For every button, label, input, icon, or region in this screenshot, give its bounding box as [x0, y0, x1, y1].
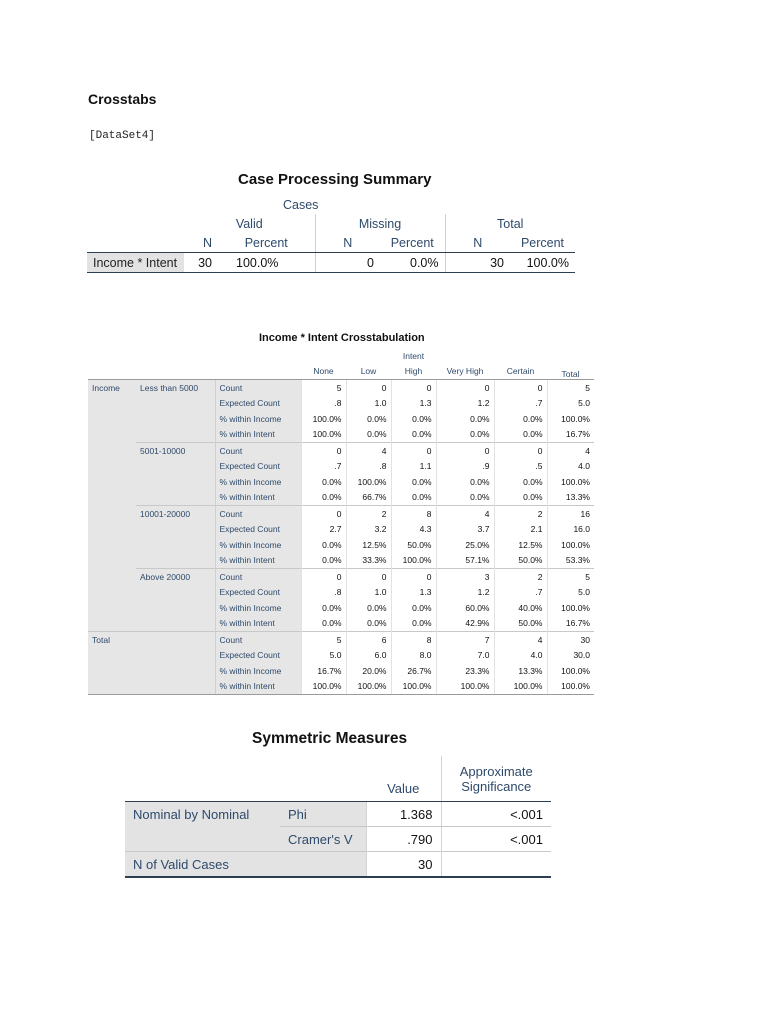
statistic-label: % within Intent [215, 490, 301, 506]
symmetric-measures-table [125, 756, 551, 878]
crosstab-cell: 60.0% [436, 600, 494, 616]
crosstab-cell: 5.0 [547, 396, 594, 412]
crosstab-cell: 0 [494, 380, 547, 396]
crosstab-cell: 100.0% [301, 411, 346, 427]
statistic-label: Count [215, 569, 301, 585]
group-header-total: Total [445, 214, 575, 233]
row-variable-label [88, 490, 136, 506]
crosstab-cell: 42.9% [436, 616, 494, 632]
row-variable-label [88, 474, 136, 490]
row-variable-label [88, 648, 136, 664]
statistic-label: % within Income [215, 474, 301, 490]
statistic-label: % within Income [215, 600, 301, 616]
crosstab-cell: 1.2 [436, 396, 494, 412]
row-variable-label [88, 396, 136, 412]
crosstab-cell: 12.5% [494, 537, 547, 553]
statistic-label: Expected Count [215, 396, 301, 412]
value-cramers-v: .790 [366, 827, 441, 852]
statistic-label: % within Income [215, 663, 301, 679]
crosstab-cell: 20.0% [346, 663, 391, 679]
crosstab-row [88, 537, 594, 553]
crosstab-cell: .8 [301, 585, 346, 601]
crosstab-cell: 3.2 [346, 522, 391, 538]
row-category-label [136, 490, 215, 506]
crosstab-cell: 33.3% [346, 553, 391, 569]
crosstab-title: Income * Intent Crosstabulation [259, 332, 425, 344]
crosstab-cell: 30.0 [547, 648, 594, 664]
cell-value: 30 [445, 253, 510, 273]
row-category-label [136, 585, 215, 601]
crosstab-cell: 4 [436, 506, 494, 522]
crosstab-cell: 0 [301, 569, 346, 585]
crosstab-cell: .7 [494, 585, 547, 601]
crosstab-cell: 0.0% [301, 600, 346, 616]
row-label: Income * Intent [87, 253, 184, 273]
case-processing-table [87, 195, 575, 273]
crosstab-cell: 4.0 [547, 459, 594, 475]
crosstab-cell: 100.0% [547, 537, 594, 553]
subheader: N [315, 233, 380, 253]
group-header-missing: Missing [315, 214, 445, 233]
crosstab-cell: 1.3 [391, 396, 436, 412]
row-category-label: 5001-10000 [136, 443, 215, 459]
statistic-label: % within Income [215, 411, 301, 427]
crosstab-cell: 0.0% [391, 411, 436, 427]
crosstab-cell: 0.0% [346, 616, 391, 632]
row-category-label [136, 396, 215, 412]
crosstab-row [88, 443, 594, 459]
crosstab-cell: 100.0% [547, 474, 594, 490]
crosstab-row [88, 474, 594, 490]
crosstab-row [88, 616, 594, 632]
crosstab-cell: 0.0% [391, 474, 436, 490]
crosstab-cell: 100.0% [301, 679, 346, 695]
symmetric-measures-title: Symmetric Measures [252, 730, 408, 747]
crosstab-row [88, 679, 594, 695]
case-processing-title: Case Processing Summary [238, 171, 432, 188]
crosstab-cell: 3.7 [436, 522, 494, 538]
crosstab-cell: .9 [436, 459, 494, 475]
col-header-sig-line2: Significance [461, 778, 532, 794]
crosstab-cell: 0.0% [494, 411, 547, 427]
row-variable-label [88, 443, 136, 459]
valid-cases-label: N of Valid Cases [125, 852, 366, 878]
row-variable-label [88, 616, 136, 632]
crosstab-cell: 100.0% [301, 427, 346, 443]
sig-cramers-v: <.001 [441, 827, 551, 852]
crosstab-cell: 16.7% [547, 616, 594, 632]
statistic-label: Count [215, 443, 301, 459]
crosstab-row [88, 632, 594, 648]
crosstab-row [88, 600, 594, 616]
crosstab-cell: 5 [301, 380, 346, 396]
crosstab-row [88, 411, 594, 427]
output-heading: Crosstabs [88, 91, 157, 107]
crosstab-cell: 100.0% [391, 553, 436, 569]
row-variable-label [88, 427, 136, 443]
cell-value: 100.0% [510, 253, 575, 273]
crosstab-cell: 0.0% [346, 411, 391, 427]
crosstab-cell: 5.0 [301, 648, 346, 664]
crosstab-cell: 0 [346, 569, 391, 585]
cell-value: 0 [315, 253, 380, 273]
crosstab-cell: 100.0% [547, 679, 594, 695]
crosstab-cell: 0.0% [301, 490, 346, 506]
sig-phi: <.001 [441, 802, 551, 827]
row-variable-label [88, 459, 136, 475]
crosstab-cell: 0 [436, 380, 494, 396]
crosstab-cell: 13.3% [547, 490, 594, 506]
row-variable-label [88, 663, 136, 679]
crosstab-cell: 100.0% [436, 679, 494, 695]
crosstab-cell: 2 [346, 506, 391, 522]
row-category-label: Above 20000 [136, 569, 215, 585]
crosstab-cell: .7 [301, 459, 346, 475]
crosstab-cell: 100.0% [346, 679, 391, 695]
crosstab-cell: 30 [547, 632, 594, 648]
crosstab-cell: 2 [494, 506, 547, 522]
crosstab-cell: 0.0% [391, 490, 436, 506]
crosstab-cell: 0.0% [301, 553, 346, 569]
crosstab-row [88, 380, 594, 396]
row-variable-label [88, 569, 136, 585]
crosstab-row [88, 522, 594, 538]
statistic-label: Expected Count [215, 648, 301, 664]
row-category-label [136, 427, 215, 443]
statistic-label: % within Intent [215, 553, 301, 569]
row-category-label [136, 600, 215, 616]
crosstab-row [88, 506, 594, 522]
cell-value: 100.0% [218, 253, 315, 273]
crosstab-cell: 8 [391, 632, 436, 648]
col-header-low: Low [346, 364, 391, 380]
row-variable-label: Income [88, 380, 136, 396]
crosstab-cell: 1.1 [391, 459, 436, 475]
row-variable-label [88, 600, 136, 616]
measure-label-cramers-v: Cramer's V [280, 827, 366, 852]
crosstab-row [88, 648, 594, 664]
crosstab-cell: 7 [436, 632, 494, 648]
row-category-label [136, 663, 215, 679]
crosstab-cell: 0.0% [494, 427, 547, 443]
crosstab-cell: 1.2 [436, 585, 494, 601]
crosstab-cell: 50.0% [494, 553, 547, 569]
crosstab-cell: 0 [391, 443, 436, 459]
intent-group-header: Intent [402, 350, 425, 361]
crosstab-cell: 0.0% [436, 474, 494, 490]
row-category-label [136, 537, 215, 553]
crosstab-cell: 5 [547, 569, 594, 585]
crosstab-cell: 23.3% [436, 663, 494, 679]
crosstab-cell: .8 [301, 396, 346, 412]
col-header-high: High [391, 364, 436, 380]
row-variable-label [88, 411, 136, 427]
crosstab-cell: 4 [346, 443, 391, 459]
crosstab-cell: .7 [494, 396, 547, 412]
crosstab-cell: 13.3% [494, 663, 547, 679]
crosstab-cell: 0 [346, 380, 391, 396]
col-header-certain: Certain [494, 364, 547, 380]
crosstab-cell: 0.0% [301, 474, 346, 490]
row-variable-label [88, 537, 136, 553]
col-header-sig-line1: Approximate [459, 763, 533, 779]
crosstab-cell: 66.7% [346, 490, 391, 506]
crosstab-row [88, 490, 594, 506]
crosstab-row [88, 427, 594, 443]
crosstab-cell: 0.0% [391, 427, 436, 443]
crosstab-cell: 4 [494, 632, 547, 648]
statistic-label: % within Income [215, 537, 301, 553]
crosstab-cell: 1.0 [346, 396, 391, 412]
crosstab-cell: 4.3 [391, 522, 436, 538]
crosstab-cell: 0.0% [494, 474, 547, 490]
crosstab-cell: 0.0% [391, 600, 436, 616]
row-variable-label [88, 522, 136, 538]
subheader: Percent [380, 233, 445, 253]
subheader: Percent [510, 233, 575, 253]
col-header-value: Value [366, 756, 441, 802]
statistic-label: Expected Count [215, 522, 301, 538]
valid-cases-value: 30 [366, 852, 441, 878]
crosstab-cell: 1.0 [346, 585, 391, 601]
crosstab-cell: 100.0% [547, 411, 594, 427]
crosstab-cell: 0.0% [391, 616, 436, 632]
crosstab-row [88, 585, 594, 601]
statistic-label: Count [215, 632, 301, 648]
crosstab-cell: 0.0% [346, 427, 391, 443]
crosstab-cell: 5 [301, 632, 346, 648]
group-header-valid: Valid [235, 216, 263, 231]
crosstab-cell: 26.7% [391, 663, 436, 679]
crosstab-table [88, 348, 594, 695]
crosstab-cell: 16 [547, 506, 594, 522]
crosstab-cell: 50.0% [391, 537, 436, 553]
crosstab-cell: 4 [547, 443, 594, 459]
crosstab-cell: 6 [346, 632, 391, 648]
crosstab-cell: 40.0% [494, 600, 547, 616]
crosstab-cell: 16.7% [301, 663, 346, 679]
cases-header: Cases [283, 197, 319, 212]
col-header-none: None [301, 364, 346, 380]
row-category-label [136, 411, 215, 427]
row-category-label [136, 474, 215, 490]
crosstab-cell: 25.0% [436, 537, 494, 553]
subheader: N [184, 233, 218, 253]
subheader: N [445, 233, 510, 253]
col-header-approx-significance [441, 756, 551, 802]
crosstab-cell: 5.0 [547, 585, 594, 601]
value-phi: 1.368 [366, 802, 441, 827]
crosstab-cell: 2 [494, 569, 547, 585]
row-category-label [136, 616, 215, 632]
row-category-label [136, 522, 215, 538]
crosstab-cell: 0.0% [346, 600, 391, 616]
row-variable-label [88, 506, 136, 522]
crosstab-cell: 0 [391, 569, 436, 585]
crosstab-cell: 0 [494, 443, 547, 459]
statistic-label: Count [215, 506, 301, 522]
row-variable-label [88, 585, 136, 601]
crosstab-cell: 16.0 [547, 522, 594, 538]
crosstab-cell: 12.5% [346, 537, 391, 553]
subheader: Percent [218, 233, 315, 253]
crosstab-cell: 0 [301, 443, 346, 459]
statistic-label: % within Intent [215, 427, 301, 443]
crosstab-cell: 16.7% [547, 427, 594, 443]
crosstab-cell: .5 [494, 459, 547, 475]
crosstab-cell: 100.0% [346, 474, 391, 490]
group-label-nominal: Nominal by Nominal [125, 802, 280, 827]
crosstab-cell: 100.0% [391, 679, 436, 695]
crosstab-cell: 57.1% [436, 553, 494, 569]
col-header-very-high: Very High [436, 364, 494, 380]
col-header-total: Total [547, 364, 594, 380]
statistic-label: % within Intent [215, 616, 301, 632]
crosstab-row [88, 459, 594, 475]
cell-value: 30 [184, 253, 218, 273]
crosstab-cell: 0.0% [436, 427, 494, 443]
crosstab-cell: 53.3% [547, 553, 594, 569]
crosstab-cell: 1.3 [391, 585, 436, 601]
statistic-label: Count [215, 380, 301, 396]
crosstab-cell: 8 [391, 506, 436, 522]
crosstab-cell: 5 [547, 380, 594, 396]
crosstab-cell: 0.0% [436, 411, 494, 427]
crosstab-cell: 0 [436, 443, 494, 459]
crosstab-row [88, 569, 594, 585]
statistic-label: Expected Count [215, 585, 301, 601]
crosstab-cell: 100.0% [494, 679, 547, 695]
crosstab-cell: 0.0% [436, 490, 494, 506]
row-category-label [136, 632, 215, 648]
row-variable-label: Total [88, 632, 136, 648]
row-variable-label [88, 679, 136, 695]
crosstab-cell: 0 [301, 506, 346, 522]
crosstab-row [88, 553, 594, 569]
crosstab-cell: 50.0% [494, 616, 547, 632]
row-category-label: Less than 5000 [136, 380, 215, 396]
crosstab-cell: 3 [436, 569, 494, 585]
row-category-label [136, 679, 215, 695]
crosstab-cell: 100.0% [547, 600, 594, 616]
crosstab-row [88, 396, 594, 412]
crosstab-cell: 0.0% [301, 616, 346, 632]
statistic-label: Expected Count [215, 459, 301, 475]
dataset-label: [DataSet4] [89, 130, 156, 142]
row-category-label [136, 648, 215, 664]
row-category-label [136, 553, 215, 569]
crosstab-cell: 0.0% [494, 490, 547, 506]
cell-value: 0.0% [380, 253, 445, 273]
crosstab-cell: 0.0% [301, 537, 346, 553]
row-category-label: 10001-20000 [136, 506, 215, 522]
crosstab-cell: 7.0 [436, 648, 494, 664]
crosstab-cell: .8 [346, 459, 391, 475]
crosstab-cell: 100.0% [547, 663, 594, 679]
row-variable-label [88, 553, 136, 569]
crosstab-cell: 2.1 [494, 522, 547, 538]
crosstab-cell: 6.0 [346, 648, 391, 664]
crosstab-row [88, 663, 594, 679]
statistic-label: % within Intent [215, 679, 301, 695]
crosstab-cell: 2.7 [301, 522, 346, 538]
crosstab-cell: 0 [391, 380, 436, 396]
measure-label-phi: Phi [280, 802, 366, 827]
crosstab-cell: 8.0 [391, 648, 436, 664]
row-category-label [136, 459, 215, 475]
crosstab-cell: 4.0 [494, 648, 547, 664]
